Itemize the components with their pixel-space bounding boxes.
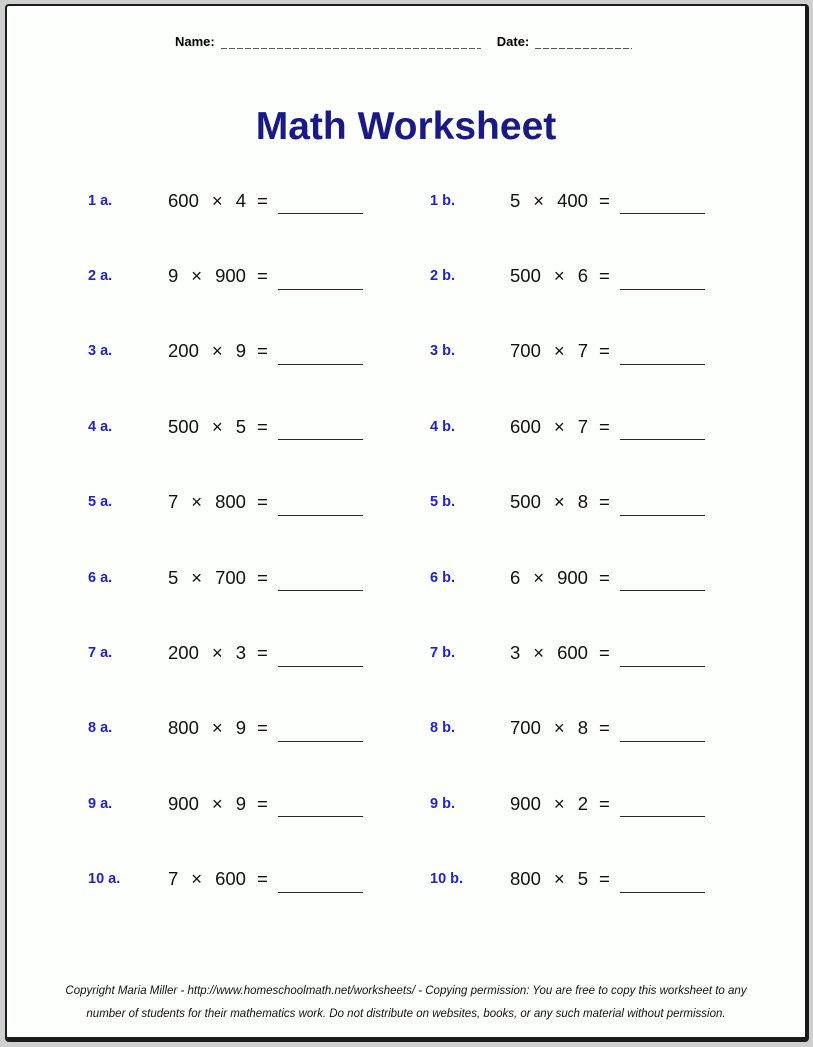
operand-1: 800: [168, 717, 199, 739]
operand-2: 8: [577, 491, 588, 513]
worksheet-title: Math Worksheet: [255, 105, 557, 148]
times-sign: ×: [553, 792, 565, 814]
operand-2: 400: [557, 189, 588, 211]
date-fill-line[interactable]: [535, 34, 632, 49]
answer-blank[interactable]: [620, 802, 705, 817]
times-sign: ×: [553, 491, 565, 513]
problem-expression: [510, 717, 705, 739]
equals-sign: =: [256, 868, 268, 890]
times-sign: ×: [191, 566, 203, 588]
equals-sign: =: [598, 792, 610, 814]
problem-row: [88, 163, 785, 238]
answer-blank[interactable]: [278, 501, 363, 516]
problems-grid: [88, 163, 785, 917]
problem-expression: [510, 491, 705, 513]
problem-expression: [510, 567, 705, 589]
operand-1: 3: [510, 642, 521, 664]
operand-1: 500: [168, 415, 199, 437]
problem-expression: [168, 793, 363, 815]
problem-label: 10 b.: [430, 871, 464, 888]
problem-5a: [88, 491, 430, 513]
problem-4a: [88, 416, 430, 438]
problem-expression: [168, 642, 363, 664]
answer-blank[interactable]: [278, 727, 363, 742]
problem-label: 4 b.: [430, 418, 455, 435]
problem-label: 8 a.: [88, 720, 113, 737]
operand-1: 600: [510, 415, 541, 437]
operand-1: 900: [168, 792, 199, 814]
operand-2: 600: [557, 642, 588, 664]
equals-sign: =: [598, 340, 610, 362]
answer-blank[interactable]: [620, 425, 705, 440]
equals-sign: =: [256, 340, 268, 362]
operand-2: 9: [235, 717, 246, 739]
problem-row: [88, 615, 785, 690]
problem-7b: [430, 642, 705, 664]
operand-1: 800: [510, 868, 541, 890]
times-sign: ×: [553, 868, 565, 890]
problem-expression: [168, 190, 363, 212]
equals-sign: =: [598, 717, 610, 739]
name-date-row: [175, 34, 632, 49]
operand-2: 900: [557, 566, 588, 588]
equals-sign: =: [256, 642, 268, 664]
answer-blank[interactable]: [278, 576, 363, 591]
equals-sign: =: [256, 265, 268, 287]
equals-sign: =: [598, 868, 610, 890]
equals-sign: =: [256, 189, 268, 211]
operand-1: 900: [510, 792, 541, 814]
problem-expression: [510, 642, 705, 664]
problem-label: 3 a.: [88, 343, 113, 360]
problem-expression: [510, 190, 705, 212]
problem-label: 6 b.: [430, 569, 455, 586]
operand-2: 9: [235, 340, 246, 362]
operand-2: 2: [577, 792, 588, 814]
equals-sign: =: [598, 566, 610, 588]
problem-label: 5 b.: [430, 494, 455, 511]
problem-expression: [510, 340, 705, 362]
operand-2: 900: [215, 265, 246, 287]
operand-1: 7: [168, 868, 179, 890]
operand-2: 3: [235, 642, 246, 664]
footer-line-2: number of students for their mathematics work. Do not distribute on websites, books, or any such material without permission.: [86, 1007, 726, 1020]
operand-1: 200: [168, 642, 199, 664]
answer-blank[interactable]: [620, 275, 705, 290]
times-sign: ×: [211, 642, 223, 664]
problem-expression: [168, 717, 363, 739]
problem-label: 9 a.: [88, 795, 113, 812]
operand-2: 600: [215, 868, 246, 890]
problem-row: [88, 842, 785, 917]
times-sign: ×: [211, 717, 223, 739]
problem-label: 9 b.: [430, 795, 455, 812]
answer-blank[interactable]: [278, 652, 363, 667]
equals-sign: =: [256, 792, 268, 814]
answer-blank[interactable]: [278, 878, 363, 893]
operand-2: 800: [215, 491, 246, 513]
problem-label: 7 a.: [88, 645, 113, 662]
times-sign: ×: [553, 340, 565, 362]
times-sign: ×: [191, 265, 203, 287]
problem-expression: [168, 868, 363, 890]
problem-expression: [510, 416, 705, 438]
operand-2: 7: [577, 340, 588, 362]
operand-2: 6: [577, 265, 588, 287]
operand-2: 8: [577, 717, 588, 739]
problem-row: [88, 691, 785, 766]
equals-sign: =: [598, 265, 610, 287]
problem-10b: [430, 868, 705, 890]
problem-expression: [168, 265, 363, 287]
operand-2: 4: [235, 189, 246, 211]
times-sign: ×: [211, 189, 223, 211]
answer-blank[interactable]: [620, 878, 705, 893]
answer-blank[interactable]: [278, 350, 363, 365]
operand-1: 200: [168, 340, 199, 362]
equals-sign: =: [598, 642, 610, 664]
problem-label: 7 b.: [430, 645, 455, 662]
problem-label: 8 b.: [430, 720, 455, 737]
operand-2: 5: [235, 415, 246, 437]
problem-3a: [88, 340, 430, 362]
problem-8a: [88, 717, 430, 739]
operand-1: 5: [168, 566, 179, 588]
times-sign: ×: [533, 642, 545, 664]
operand-2: 9: [235, 792, 246, 814]
answer-blank[interactable]: [620, 350, 705, 365]
problem-expression: [168, 416, 363, 438]
times-sign: ×: [553, 717, 565, 739]
problem-expression: [510, 793, 705, 815]
problem-row: [88, 540, 785, 615]
problem-6b: [430, 567, 705, 589]
equals-sign: =: [598, 415, 610, 437]
problem-expression: [168, 567, 363, 589]
answer-blank[interactable]: [620, 652, 705, 667]
problem-label: 10 a.: [88, 871, 121, 888]
name-label: Name:: [175, 34, 215, 49]
problem-7a: [88, 642, 430, 664]
problem-row: [88, 389, 785, 464]
problem-2b: [430, 265, 705, 287]
times-sign: ×: [191, 491, 203, 513]
problem-6a: [88, 567, 430, 589]
times-sign: ×: [553, 265, 565, 287]
problem-8b: [430, 717, 705, 739]
copyright-footer: [7, 980, 805, 1025]
problem-row: [88, 314, 785, 389]
operand-1: 700: [510, 340, 541, 362]
name-fill-line[interactable]: [221, 34, 481, 49]
times-sign: ×: [211, 340, 223, 362]
times-sign: ×: [211, 415, 223, 437]
problem-row: [88, 766, 785, 841]
operand-1: 600: [168, 189, 199, 211]
date-label: Date:: [496, 34, 530, 49]
problem-expression: [510, 868, 705, 890]
operand-1: 500: [510, 491, 541, 513]
equals-sign: =: [598, 189, 610, 211]
problem-expression: [168, 491, 363, 513]
times-sign: ×: [533, 566, 545, 588]
times-sign: ×: [211, 792, 223, 814]
equals-sign: =: [256, 491, 268, 513]
answer-blank[interactable]: [278, 802, 363, 817]
problem-1a: [88, 190, 430, 212]
problem-row: [88, 465, 785, 540]
problem-label: 4 a.: [88, 418, 113, 435]
problem-expression: [168, 340, 363, 362]
problem-label: 3 b.: [430, 343, 455, 360]
answer-blank[interactable]: [620, 727, 705, 742]
answer-blank[interactable]: [278, 199, 363, 214]
problem-label: 2 b.: [430, 268, 455, 285]
footer-line-1: Copyright Maria Miller - http://www.homeschoolmath.net/worksheets/ - Copying permission: You are free to copy this worksheet to any: [65, 985, 747, 997]
problem-2a: [88, 265, 430, 287]
problem-label: 5 a.: [88, 494, 113, 511]
times-sign: ×: [533, 189, 545, 211]
times-sign: ×: [191, 868, 203, 890]
problem-9a: [88, 793, 430, 815]
operand-1: 700: [510, 717, 541, 739]
problem-3b: [430, 340, 705, 362]
problem-label: 6 a.: [88, 569, 113, 586]
worksheet-page: [5, 4, 809, 1042]
problem-10a: [88, 868, 430, 890]
answer-blank[interactable]: [620, 501, 705, 516]
answer-blank[interactable]: [620, 199, 705, 214]
problem-9b: [430, 793, 705, 815]
answer-blank[interactable]: [278, 275, 363, 290]
operand-1: 5: [510, 189, 521, 211]
times-sign: ×: [553, 415, 565, 437]
problem-expression: [510, 265, 705, 287]
operand-2: 7: [577, 415, 588, 437]
problem-label: 1 a.: [88, 192, 113, 209]
problem-4b: [430, 416, 705, 438]
operand-1: 7: [168, 491, 179, 513]
operand-1: 9: [168, 265, 179, 287]
operand-1: 6: [510, 566, 521, 588]
problem-1b: [430, 190, 705, 212]
equals-sign: =: [256, 717, 268, 739]
answer-blank[interactable]: [620, 576, 705, 591]
operand-1: 500: [510, 265, 541, 287]
equals-sign: =: [256, 566, 268, 588]
answer-blank[interactable]: [278, 425, 363, 440]
problem-row: [88, 238, 785, 313]
equals-sign: =: [256, 415, 268, 437]
problem-label: 2 a.: [88, 268, 113, 285]
equals-sign: =: [598, 491, 610, 513]
operand-2: 5: [577, 868, 588, 890]
problem-5b: [430, 491, 705, 513]
operand-2: 700: [215, 566, 246, 588]
problem-label: 1 b.: [430, 192, 455, 209]
